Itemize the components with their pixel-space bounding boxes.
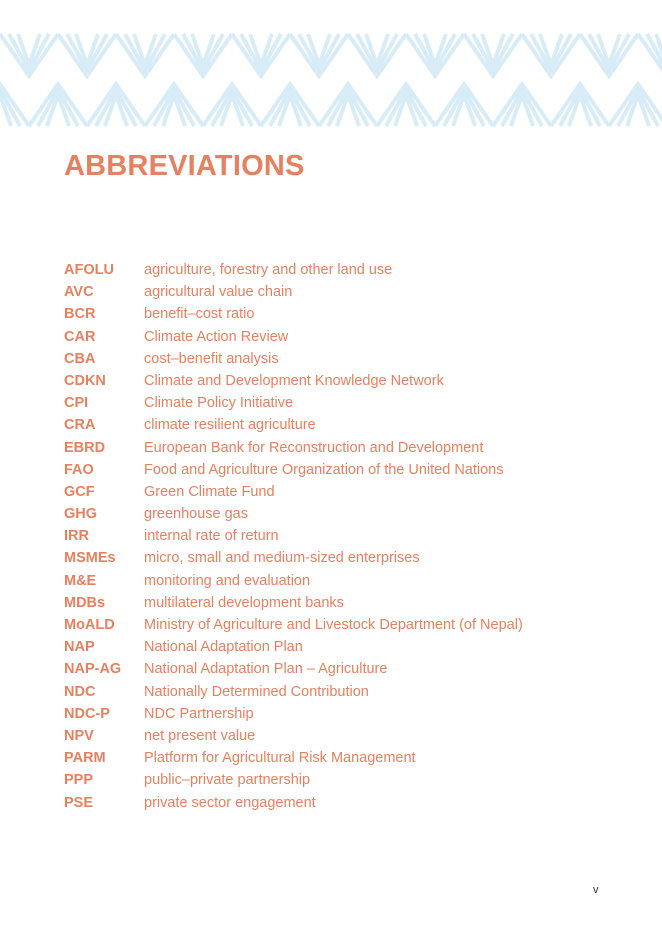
abbreviation-term: M&E <box>64 572 97 589</box>
abbreviation-row <box>64 769 624 791</box>
abbreviation-row <box>64 703 624 725</box>
abbreviation-definition: micro, small and medium-sized enterprises <box>144 550 420 567</box>
abbreviation-term: EBRD <box>64 439 106 456</box>
abbreviation-row <box>64 281 624 303</box>
page-title: ABBREVIATIONS <box>64 150 305 182</box>
abbreviation-row <box>64 525 624 547</box>
abbreviation-term: GCF <box>64 483 95 500</box>
banner-pattern-graphic <box>0 32 662 128</box>
abbreviation-row <box>64 570 624 592</box>
abbreviation-row <box>64 681 624 703</box>
abbreviation-definition: multilateral development banks <box>144 594 344 611</box>
abbreviation-term: CAR <box>64 328 96 345</box>
abbreviation-row <box>64 792 624 814</box>
abbreviation-definition: Climate Action Review <box>144 328 289 345</box>
abbreviation-row <box>64 747 624 769</box>
abbreviation-term: MoALD <box>64 617 115 633</box>
abbreviation-row <box>64 503 624 525</box>
abbreviation-definition: monitoring and evaluation <box>144 572 311 589</box>
abbreviation-term: IRR <box>64 528 89 545</box>
abbreviation-definition: internal rate of return <box>144 528 279 545</box>
abbreviation-definition: greenhouse gas <box>144 506 248 523</box>
page-number: v <box>593 884 599 896</box>
abbreviation-definition: Climate Policy Initiative <box>144 395 294 412</box>
abbreviation-row <box>64 547 624 569</box>
abbreviation-term: MDBs <box>64 594 106 611</box>
abbreviation-definition: European Bank for Reconstruction and Development <box>144 439 484 456</box>
abbreviation-definition: net present value <box>144 727 256 744</box>
abbreviation-row <box>64 725 624 747</box>
abbreviation-definition: National Adaptation Plan <box>144 639 303 656</box>
abbreviations-list <box>64 259 624 814</box>
abbreviation-definition: benefit–cost ratio <box>144 306 255 323</box>
abbreviation-definition: public–private partnership <box>144 772 311 789</box>
abbreviation-term: GHG <box>64 506 98 523</box>
abbreviation-row <box>64 592 624 614</box>
abbreviation-definition: NDC Partnership <box>144 705 254 722</box>
abbreviation-term: AVC <box>64 284 94 301</box>
abbreviation-term: CDKN <box>64 372 106 389</box>
abbreviation-definition: cost–benefit analysis <box>144 350 279 367</box>
abbreviation-definition: Nationally Determined Contribution <box>144 683 369 700</box>
abbreviation-row <box>64 414 624 436</box>
abbreviation-row <box>64 459 624 481</box>
abbreviation-term: PARM <box>64 750 106 767</box>
abbreviation-row <box>64 259 624 281</box>
abbreviation-definition: agricultural value chain <box>144 284 293 301</box>
abbreviation-term: PPP <box>64 772 94 789</box>
abbreviation-term: CPI <box>64 395 89 412</box>
abbreviation-definition: Climate and Development Knowledge Network <box>144 372 444 389</box>
abbreviation-term: CBA <box>64 350 96 367</box>
abbreviation-term: NDC-P <box>64 705 110 722</box>
abbreviation-definition: climate resilient agriculture <box>144 417 316 434</box>
abbreviation-term: NAP <box>64 639 95 656</box>
abbreviation-term: MSMEs <box>64 550 116 567</box>
abbreviation-definition: private sector engagement <box>144 794 316 811</box>
header-banner-pattern <box>0 32 662 128</box>
abbreviation-definition: Platform for Agricultural Risk Management <box>144 750 416 767</box>
abbreviation-definition: Green Climate Fund <box>144 483 275 500</box>
abbreviation-row <box>64 636 624 658</box>
abbreviation-term: FAO <box>64 461 94 478</box>
abbreviation-term: PSE <box>64 794 94 811</box>
abbreviation-row <box>64 481 624 503</box>
abbreviation-row <box>64 437 624 459</box>
abbreviation-term: NAP-AG <box>64 661 122 678</box>
abbreviation-row <box>64 303 624 325</box>
abbreviation-definition: National Adaptation Plan – Agriculture <box>144 661 388 678</box>
abbreviation-definition: Ministry of Agriculture and Livestock Department (of Nepal) <box>144 617 523 633</box>
abbreviation-definition: agriculture, forestry and other land use <box>144 262 393 278</box>
abbreviation-term: CRA <box>64 417 96 434</box>
abbreviation-definition: Food and Agriculture Organization of the United Nations <box>144 461 504 478</box>
abbreviation-row <box>64 326 624 348</box>
abbreviation-row <box>64 348 624 370</box>
abbreviation-term: AFOLU <box>64 262 114 278</box>
abbreviation-term: NPV <box>64 727 94 744</box>
abbreviation-row <box>64 370 624 392</box>
abbreviation-row <box>64 392 624 414</box>
abbreviation-term: BCR <box>64 306 96 323</box>
abbreviation-term: NDC <box>64 683 96 700</box>
abbreviation-row <box>64 614 624 636</box>
abbreviation-row <box>64 658 624 680</box>
